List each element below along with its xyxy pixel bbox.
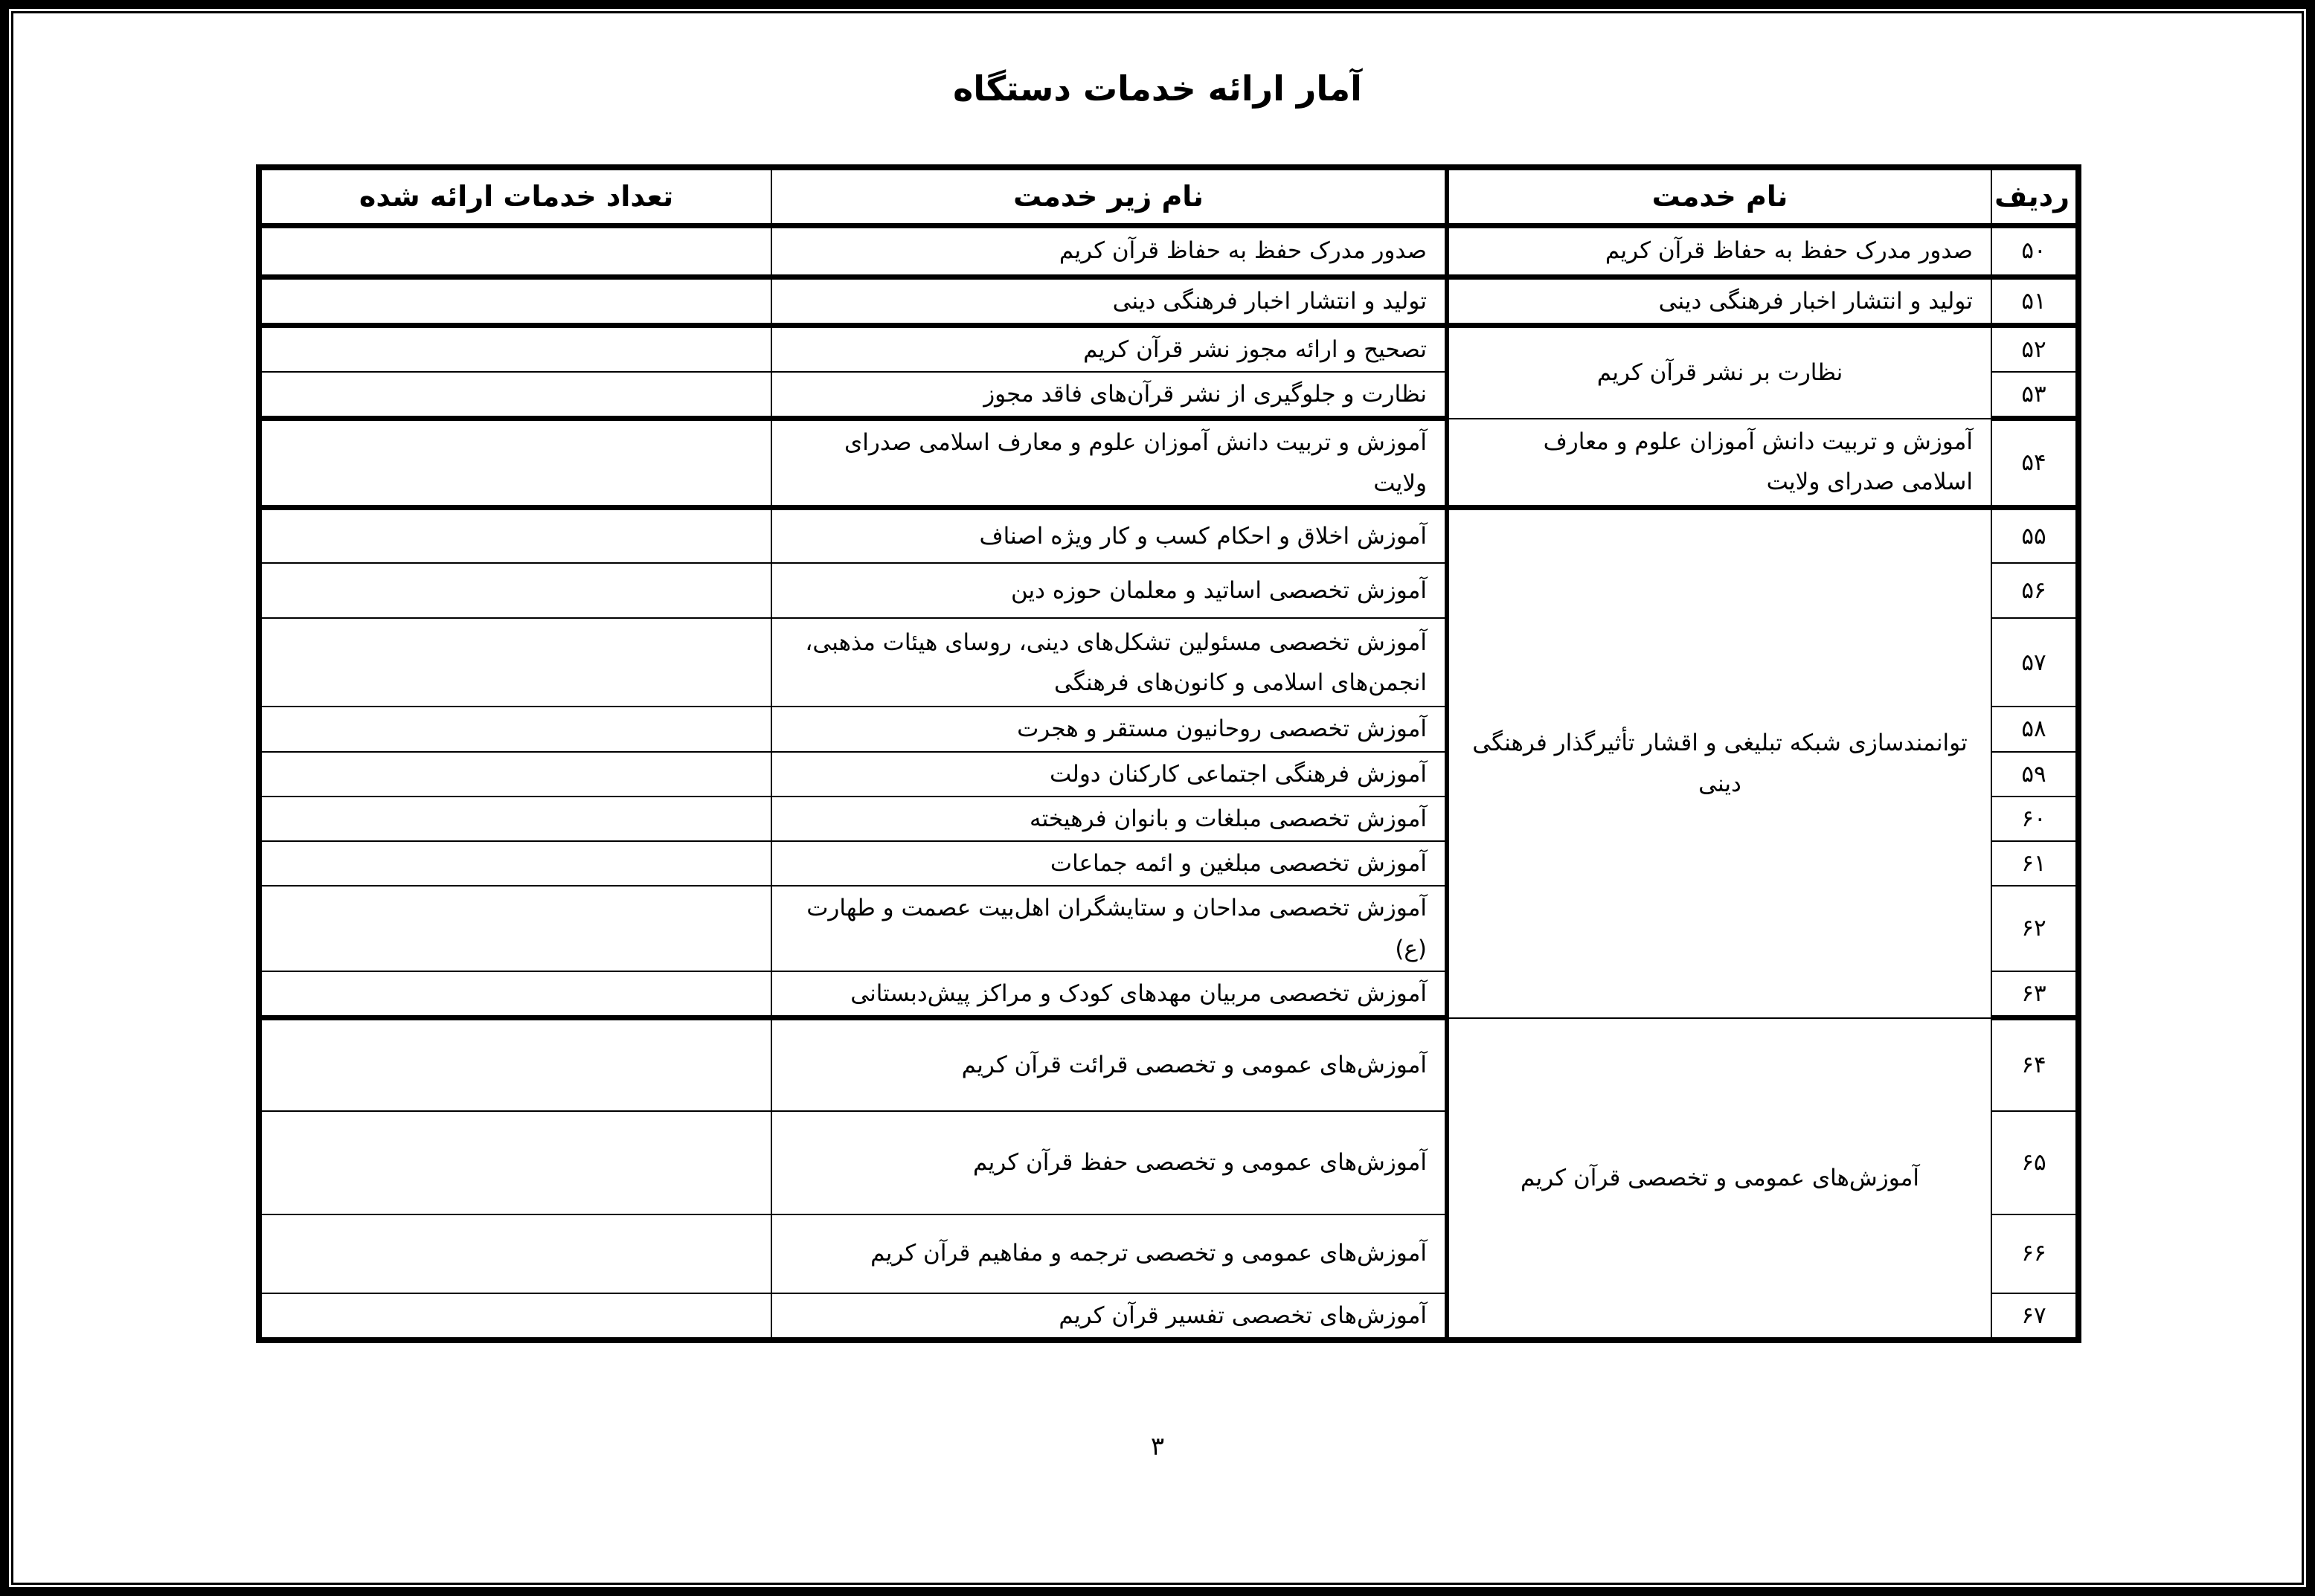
- page-number: ۳: [1150, 1432, 1165, 1461]
- sub-service-cell: آموزش‌های عمومی و تخصصی قرائت قرآن کریم: [771, 1018, 1447, 1111]
- row-number-cell: ۶۷: [1991, 1293, 2078, 1340]
- row-number-cell: ۵۴: [1991, 419, 2078, 508]
- row-number-cell: ۵۱: [1991, 277, 2078, 325]
- row-number-cell: ۵۸: [1991, 707, 2078, 751]
- sub-service-cell: صدور مدرک حفظ به حفاظ قرآن کریم: [771, 225, 1447, 277]
- count-cell: [259, 797, 771, 841]
- service-name-cell: نظارت بر نشر قرآن کریم: [1447, 325, 1991, 419]
- count-cell: [259, 419, 771, 508]
- table-row: [259, 225, 2078, 277]
- service-name-cell: آموزش‌های عمومی و تخصصی قرآن کریم: [1447, 1018, 1991, 1340]
- table-header-row: [259, 167, 2078, 225]
- count-cell: [259, 563, 771, 618]
- sub-service-cell: آموزش تخصصی مربیان مهدهای کودک و مراکز پیش‌دبستانی: [771, 971, 1447, 1018]
- sub-service-cell: آموزش فرهنگی اجتماعی کارکنان دولت: [771, 752, 1447, 797]
- column-header-count: تعداد خدمات ارائه شده: [259, 167, 771, 225]
- services-table: [256, 164, 2081, 1343]
- row-number-cell: ۶۶: [1991, 1214, 2078, 1293]
- sub-service-cell: آموزش‌های تخصصی تفسیر قرآن کریم: [771, 1293, 1447, 1340]
- sub-service-cell: آموزش تخصصی مداحان و ستایشگران اهل‌بیت عصمت و طهارت (ع): [771, 886, 1447, 971]
- sub-service-cell: آموزش‌های عمومی و تخصصی ترجمه و مفاهیم قرآن کریم: [771, 1214, 1447, 1293]
- row-number-cell: ۵۵: [1991, 507, 2078, 563]
- row-number-cell: ۵۲: [1991, 325, 2078, 372]
- row-number-cell: ۶۴: [1991, 1018, 2078, 1111]
- row-number-cell: ۵۶: [1991, 563, 2078, 618]
- row-number-cell: ۵۹: [1991, 752, 2078, 797]
- count-cell: [259, 841, 771, 886]
- count-cell: [259, 618, 771, 707]
- row-number-cell: ۶۰: [1991, 797, 2078, 841]
- row-number-cell: ۶۳: [1991, 971, 2078, 1018]
- sub-service-cell: آموزش تخصصی مسئولین تشکل‌های دینی، روسای هیئات مذهبی، انجمن‌های اسلامی و کانون‌های فرهنگی: [771, 618, 1447, 707]
- sub-service-cell: آموزش اخلاق و احکام کسب و کار ویژه اصناف: [771, 507, 1447, 563]
- sub-service-cell: تصحیح و ارائه مجوز نشر قرآن کریم: [771, 325, 1447, 372]
- column-header-row-number: ردیف: [1991, 167, 2078, 225]
- row-number-cell: ۶۱: [1991, 841, 2078, 886]
- service-name-cell: آموزش و تربیت دانش آموزان علوم و معارف اسلامی صدرای ولایت: [1447, 419, 1991, 508]
- table-row: [259, 1018, 2078, 1111]
- sub-service-cell: آموزش تخصصی مبلغات و بانوان فرهیخته: [771, 797, 1447, 841]
- row-number-cell: ۵۷: [1991, 618, 2078, 707]
- table-row: [259, 419, 2078, 508]
- sub-service-cell: نظارت و جلوگیری از نشر قرآن‌های فاقد مجوز: [771, 372, 1447, 419]
- sub-service-cell: آموزش تخصصی مبلغین و ائمه جماعات: [771, 841, 1447, 886]
- count-cell: [259, 1018, 771, 1111]
- page-title: آمار ارائه خدمات دستگاه: [953, 68, 1362, 109]
- table-row: [259, 277, 2078, 325]
- service-name-cell: توانمندسازی شبکه تبلیغی و اقشار تأثیرگذار فرهنگی دینی: [1447, 507, 1991, 1017]
- row-number-cell: ۶۵: [1991, 1111, 2078, 1214]
- row-number-cell: ۵۳: [1991, 372, 2078, 419]
- count-cell: [259, 325, 771, 372]
- service-name-cell: تولید و انتشار اخبار فرهنگی دینی: [1447, 277, 1991, 325]
- sub-service-cell: آموزش‌های عمومی و تخصصی حفظ قرآن کریم: [771, 1111, 1447, 1214]
- count-cell: [259, 886, 771, 971]
- sub-service-cell: آموزش و تربیت دانش آموزان علوم و معارف اسلامی صدرای ولایت: [771, 419, 1447, 508]
- table-row: [259, 325, 2078, 372]
- row-number-cell: ۶۲: [1991, 886, 2078, 971]
- row-number-cell: ۵۰: [1991, 225, 2078, 277]
- count-cell: [259, 372, 771, 419]
- sub-service-cell: آموزش تخصصی روحانیون مستقر و هجرت: [771, 707, 1447, 751]
- count-cell: [259, 1214, 771, 1293]
- column-header-service-name: نام خدمت: [1447, 167, 1991, 225]
- count-cell: [259, 225, 771, 277]
- count-cell: [259, 1293, 771, 1340]
- count-cell: [259, 707, 771, 751]
- table-row: [259, 507, 2078, 563]
- sub-service-cell: آموزش تخصصی اساتید و معلمان حوزه دین: [771, 563, 1447, 618]
- service-name-cell: صدور مدرک حفظ به حفاظ قرآن کریم: [1447, 225, 1991, 277]
- count-cell: [259, 971, 771, 1018]
- count-cell: [259, 1111, 771, 1214]
- count-cell: [259, 507, 771, 563]
- count-cell: [259, 277, 771, 325]
- column-header-sub-service-name: نام زیر خدمت: [771, 167, 1447, 225]
- count-cell: [259, 752, 771, 797]
- sub-service-cell: تولید و انتشار اخبار فرهنگی دینی: [771, 277, 1447, 325]
